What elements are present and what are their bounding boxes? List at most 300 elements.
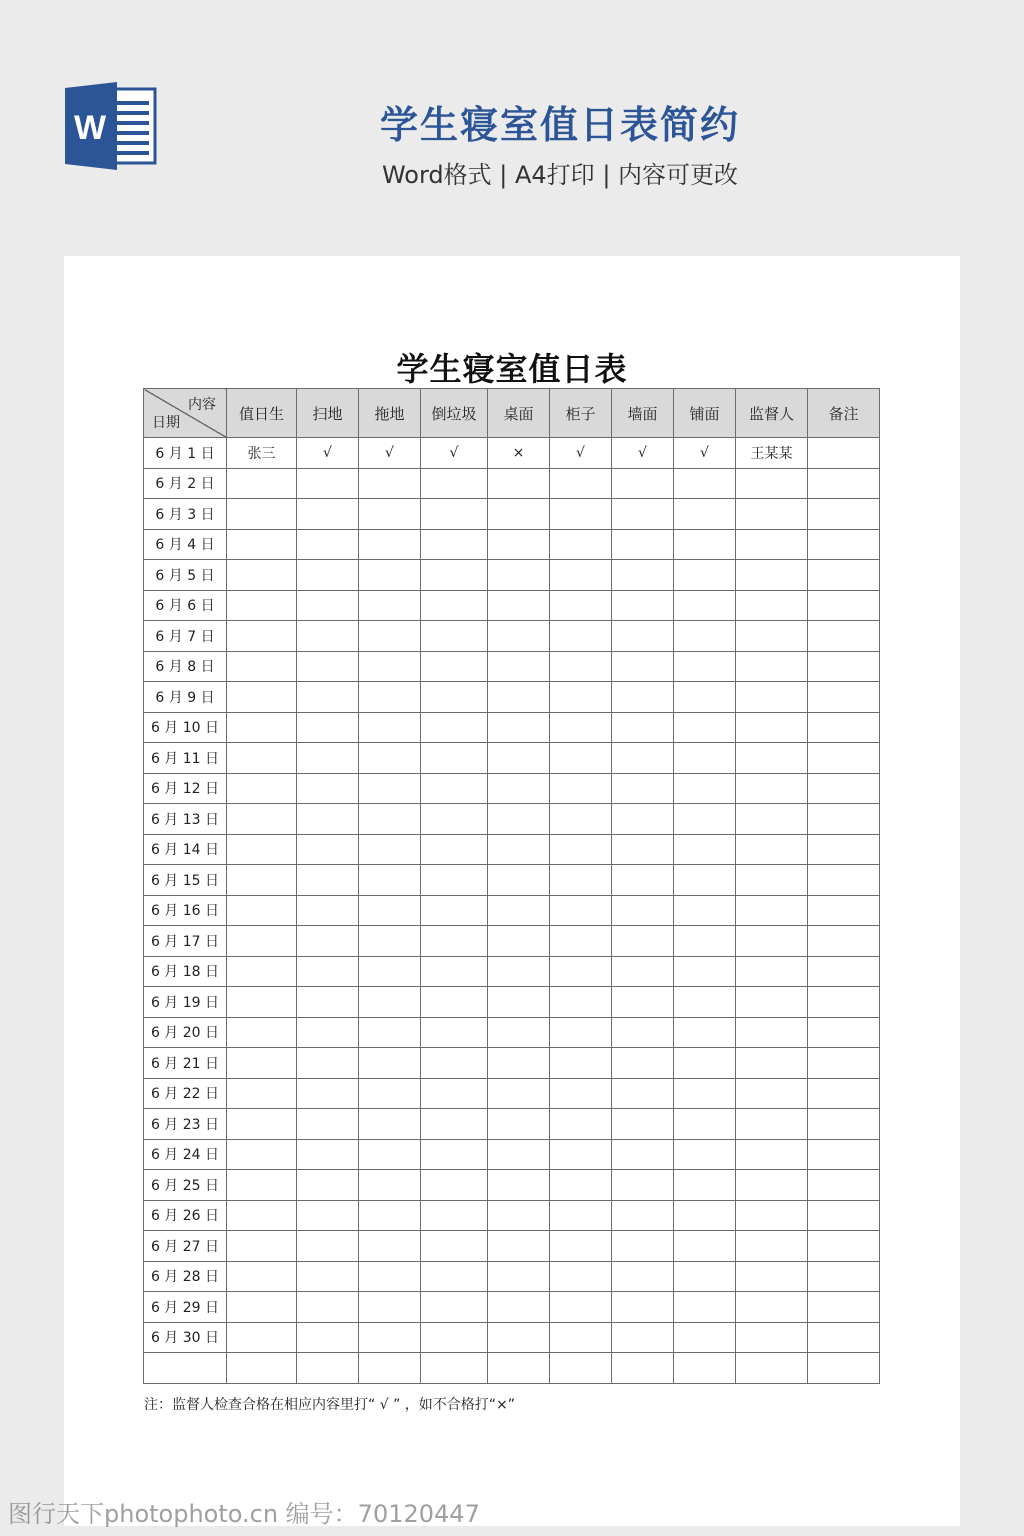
date-cell: 6 月 3 日 (144, 499, 227, 530)
table-cell (297, 956, 359, 987)
table-row (144, 682, 880, 713)
date-cell: 6 月 12 日 (144, 773, 227, 804)
table-cell (359, 834, 421, 865)
date-cell (144, 1353, 227, 1384)
table-cell (421, 1292, 488, 1323)
table-cell (359, 1109, 421, 1140)
table-row (144, 956, 880, 987)
table-cell (297, 712, 359, 743)
table-cell (227, 1261, 297, 1292)
table-cell (488, 651, 550, 682)
table-cell (808, 651, 880, 682)
table-cell: √ (297, 438, 359, 469)
table-cell (488, 1200, 550, 1231)
table-cell (227, 499, 297, 530)
table-cell (488, 590, 550, 621)
date-cell: 6 月 9 日 (144, 682, 227, 713)
date-cell: 6 月 2 日 (144, 468, 227, 499)
table-cell: √ (421, 438, 488, 469)
table-cell (808, 499, 880, 530)
table-row (144, 590, 880, 621)
table-cell (808, 560, 880, 591)
table-row (144, 1170, 880, 1201)
table-cell (808, 743, 880, 774)
table-row (144, 1109, 880, 1140)
table-cell (488, 956, 550, 987)
column-header: 墙面 (612, 389, 674, 438)
table-cell (488, 560, 550, 591)
date-cell: 6 月 5 日 (144, 560, 227, 591)
table-row (144, 834, 880, 865)
table-cell (674, 987, 736, 1018)
table-cell (674, 834, 736, 865)
table-cell (736, 1109, 808, 1140)
date-cell: 6 月 11 日 (144, 743, 227, 774)
table-row (144, 865, 880, 896)
table-cell (359, 1078, 421, 1109)
table-cell (297, 1200, 359, 1231)
table-cell (550, 1078, 612, 1109)
table-cell (488, 834, 550, 865)
table-cell (359, 1231, 421, 1262)
table-cell (297, 773, 359, 804)
date-cell: 6 月 17 日 (144, 926, 227, 957)
table-cell (736, 560, 808, 591)
table-cell (674, 1353, 736, 1384)
table-cell (359, 1200, 421, 1231)
table-cell (612, 743, 674, 774)
table-cell (674, 1170, 736, 1201)
table-cell (227, 682, 297, 713)
table-cell (421, 468, 488, 499)
table-cell (359, 956, 421, 987)
table-cell (488, 773, 550, 804)
table-row (144, 1078, 880, 1109)
table-cell (674, 590, 736, 621)
table-cell (297, 743, 359, 774)
table-cell: × (488, 438, 550, 469)
table-cell (227, 468, 297, 499)
table-cell (808, 1261, 880, 1292)
table-cell (227, 1231, 297, 1262)
table-cell (550, 499, 612, 530)
table-cell (736, 1017, 808, 1048)
table-cell (674, 1048, 736, 1079)
table-cell (421, 560, 488, 591)
table-cell (674, 956, 736, 987)
table-cell (808, 834, 880, 865)
table-cell (297, 590, 359, 621)
table-cell (227, 712, 297, 743)
table-cell (421, 1109, 488, 1140)
table-cell (612, 621, 674, 652)
table-cell (297, 1139, 359, 1170)
table-cell (736, 834, 808, 865)
table-cell (612, 1017, 674, 1048)
table-cell (612, 834, 674, 865)
document-title: 学生寝室值日表 (396, 350, 628, 388)
table-cell (227, 1048, 297, 1079)
table-cell (674, 712, 736, 743)
date-cell: 6 月 4 日 (144, 529, 227, 560)
table-cell (612, 1261, 674, 1292)
table-cell (359, 1170, 421, 1201)
table-cell (359, 895, 421, 926)
table-cell (674, 560, 736, 591)
table-cell (227, 1292, 297, 1323)
table-cell (808, 438, 880, 469)
table-cell (297, 1292, 359, 1323)
table-cell (674, 1231, 736, 1262)
table-cell (674, 1292, 736, 1323)
table-cell (550, 1353, 612, 1384)
date-cell: 6 月 27 日 (144, 1231, 227, 1262)
table-cell (227, 1200, 297, 1231)
table-cell (297, 1109, 359, 1140)
table-cell (808, 1231, 880, 1262)
table-cell (421, 1231, 488, 1262)
table-cell (297, 1261, 359, 1292)
word-icon (65, 82, 157, 170)
date-cell: 6 月 13 日 (144, 804, 227, 835)
table-cell (674, 743, 736, 774)
table-cell (550, 1048, 612, 1079)
table-body (144, 438, 880, 1384)
date-cell: 6 月 22 日 (144, 1078, 227, 1109)
table-cell (297, 1017, 359, 1048)
table-cell (612, 1170, 674, 1201)
table-cell (297, 1322, 359, 1353)
table-cell (612, 804, 674, 835)
table-cell (550, 1139, 612, 1170)
table-cell (674, 529, 736, 560)
table-cell (488, 1078, 550, 1109)
table-cell (736, 1292, 808, 1323)
table-cell (612, 1353, 674, 1384)
table-cell (488, 987, 550, 1018)
table-cell (612, 895, 674, 926)
table-cell (359, 590, 421, 621)
table-cell (550, 926, 612, 957)
table-cell (550, 1170, 612, 1201)
table-cell (550, 1322, 612, 1353)
table-cell (227, 1017, 297, 1048)
table-cell (488, 1017, 550, 1048)
table-cell (674, 926, 736, 957)
table-cell (421, 590, 488, 621)
date-cell: 6 月 29 日 (144, 1292, 227, 1323)
table-cell (674, 682, 736, 713)
table-cell (612, 529, 674, 560)
table-cell (359, 804, 421, 835)
table-row (144, 773, 880, 804)
table-cell (359, 865, 421, 896)
date-cell: 6 月 1 日 (144, 438, 227, 469)
table-cell (674, 804, 736, 835)
date-cell: 6 月 19 日 (144, 987, 227, 1018)
column-header: 拖地 (359, 389, 421, 438)
table-cell (612, 560, 674, 591)
table-cell (421, 621, 488, 652)
table-cell (550, 621, 612, 652)
table-cell (612, 987, 674, 1018)
table-cell (421, 1322, 488, 1353)
table-row (144, 1353, 880, 1384)
table-cell (612, 926, 674, 957)
table-cell (421, 987, 488, 1018)
table-cell (227, 1078, 297, 1109)
table-note: 注：监督人检查合格在相应内容里打“ √ ” ，如不合格打“×” (144, 1397, 516, 1413)
table-row (144, 468, 880, 499)
table-cell (736, 682, 808, 713)
table-row (144, 804, 880, 835)
table-cell (736, 743, 808, 774)
table-cell (550, 804, 612, 835)
table-cell (736, 499, 808, 530)
table-cell (612, 1048, 674, 1079)
table-cell (421, 1048, 488, 1079)
column-header: 桌面 (488, 389, 550, 438)
table-cell: √ (550, 438, 612, 469)
table-row (144, 651, 880, 682)
table-cell (808, 529, 880, 560)
corner-date-label: 日期 (152, 415, 180, 431)
table-cell (550, 468, 612, 499)
column-header: 值日生 (227, 389, 297, 438)
table-cell (736, 956, 808, 987)
table-cell (227, 834, 297, 865)
table-cell (297, 1231, 359, 1262)
table-cell (227, 773, 297, 804)
table-cell (612, 1139, 674, 1170)
watermark-text: 图行天下photophoto.cn 编号：70120447 (8, 1500, 480, 1528)
table-row (144, 743, 880, 774)
table-row (144, 1292, 880, 1323)
table-row (144, 712, 880, 743)
table-cell (674, 1139, 736, 1170)
table-row (144, 1139, 880, 1170)
column-header: 柜子 (550, 389, 612, 438)
table-cell (359, 1261, 421, 1292)
date-cell: 6 月 18 日 (144, 956, 227, 987)
table-cell (808, 1200, 880, 1231)
table-cell (421, 834, 488, 865)
table-cell (808, 865, 880, 896)
table-cell (227, 560, 297, 591)
table-row (144, 560, 880, 591)
table-cell (227, 1170, 297, 1201)
table-row (144, 895, 880, 926)
table-cell (550, 987, 612, 1018)
date-cell: 6 月 25 日 (144, 1170, 227, 1201)
table-cell (808, 712, 880, 743)
table-cell (808, 1139, 880, 1170)
table-cell (808, 1322, 880, 1353)
table-cell (421, 1353, 488, 1384)
table-cell (808, 804, 880, 835)
table-cell (421, 804, 488, 835)
table-cell (227, 987, 297, 1018)
table-row (144, 1322, 880, 1353)
table-cell (359, 743, 421, 774)
table-cell (297, 865, 359, 896)
table-cell (421, 956, 488, 987)
table-cell (674, 1200, 736, 1231)
table-cell (674, 1078, 736, 1109)
table-cell (808, 956, 880, 987)
table-cell (297, 1048, 359, 1079)
table-cell (674, 1261, 736, 1292)
table-cell (612, 590, 674, 621)
table-cell (736, 1200, 808, 1231)
table-cell (550, 529, 612, 560)
table-cell (736, 1139, 808, 1170)
table-cell: 张三 (227, 438, 297, 469)
table-cell (808, 621, 880, 652)
table-cell (488, 499, 550, 530)
table-cell (359, 651, 421, 682)
date-cell: 6 月 21 日 (144, 1048, 227, 1079)
table-cell (736, 773, 808, 804)
table-cell (808, 682, 880, 713)
table-cell (297, 621, 359, 652)
table-cell (297, 529, 359, 560)
table-row (144, 926, 880, 957)
table-cell (550, 651, 612, 682)
table-cell (736, 1261, 808, 1292)
table-cell (808, 926, 880, 957)
table-cell (421, 773, 488, 804)
table-cell (359, 1353, 421, 1384)
table-cell (550, 1231, 612, 1262)
corner-content-label: 内容 (188, 397, 216, 413)
table-cell (612, 1292, 674, 1323)
table-cell (808, 468, 880, 499)
table-cell (227, 529, 297, 560)
date-cell: 6 月 24 日 (144, 1139, 227, 1170)
duty-table (143, 388, 880, 1384)
table-cell (297, 1353, 359, 1384)
table-cell (297, 1170, 359, 1201)
table-cell (550, 712, 612, 743)
table-cell (421, 499, 488, 530)
date-cell: 6 月 10 日 (144, 712, 227, 743)
table-cell (297, 926, 359, 957)
date-cell: 6 月 8 日 (144, 651, 227, 682)
table-cell (359, 499, 421, 530)
table-cell (227, 956, 297, 987)
table-cell: 王某某 (736, 438, 808, 469)
table-cell (612, 1231, 674, 1262)
date-cell: 6 月 23 日 (144, 1109, 227, 1140)
table-cell (674, 773, 736, 804)
table-cell (297, 987, 359, 1018)
table-cell (550, 1261, 612, 1292)
table-cell (227, 1109, 297, 1140)
table-cell (808, 1109, 880, 1140)
table-cell (612, 712, 674, 743)
table-cell (550, 773, 612, 804)
table-cell (550, 1292, 612, 1323)
table-cell (612, 682, 674, 713)
table-cell (550, 865, 612, 896)
date-cell: 6 月 16 日 (144, 895, 227, 926)
table-cell (227, 804, 297, 835)
table-cell (736, 1322, 808, 1353)
table-row (144, 987, 880, 1018)
table-cell (488, 682, 550, 713)
table-cell (736, 621, 808, 652)
column-header: 扫地 (297, 389, 359, 438)
table-cell (550, 895, 612, 926)
table-cell (227, 1322, 297, 1353)
table-cell (808, 1353, 880, 1384)
page-title: 学生寝室值日表简约 (379, 103, 740, 147)
table-cell (488, 621, 550, 652)
table-cell (421, 1261, 488, 1292)
table-cell (736, 926, 808, 957)
table-cell (736, 895, 808, 926)
table-cell (359, 1292, 421, 1323)
table-cell (612, 956, 674, 987)
table-cell (227, 651, 297, 682)
table-cell (736, 468, 808, 499)
table-cell (227, 590, 297, 621)
table-cell (736, 1170, 808, 1201)
table-cell (674, 651, 736, 682)
table-cell (488, 1170, 550, 1201)
table-cell (421, 1078, 488, 1109)
table-cell (674, 1017, 736, 1048)
table-cell (488, 1048, 550, 1079)
table-cell (674, 895, 736, 926)
table-cell (488, 1139, 550, 1170)
table-cell (550, 1017, 612, 1048)
table-cell (550, 1200, 612, 1231)
table-cell (488, 1261, 550, 1292)
table-cell (808, 987, 880, 1018)
table-row (144, 1048, 880, 1079)
date-cell: 6 月 15 日 (144, 865, 227, 896)
table-row (144, 1017, 880, 1048)
table-cell (808, 1017, 880, 1048)
table-cell (488, 529, 550, 560)
table-cell (488, 468, 550, 499)
table-cell (421, 926, 488, 957)
table-cell (674, 1322, 736, 1353)
table-cell (808, 1292, 880, 1323)
table-cell (359, 926, 421, 957)
table-row (144, 438, 880, 469)
table-cell (736, 1048, 808, 1079)
table-row (144, 1231, 880, 1262)
table-cell (359, 773, 421, 804)
column-header: 监督人 (736, 389, 808, 438)
date-cell: 6 月 6 日 (144, 590, 227, 621)
table-cell (297, 834, 359, 865)
table-cell (359, 621, 421, 652)
date-cell: 6 月 28 日 (144, 1261, 227, 1292)
table-cell (359, 1048, 421, 1079)
table-row (144, 1261, 880, 1292)
table-row (144, 621, 880, 652)
table-cell (297, 651, 359, 682)
table-cell (488, 1292, 550, 1323)
table-cell (359, 1017, 421, 1048)
table-cell (736, 987, 808, 1018)
table-cell (612, 468, 674, 499)
table-cell (674, 499, 736, 530)
